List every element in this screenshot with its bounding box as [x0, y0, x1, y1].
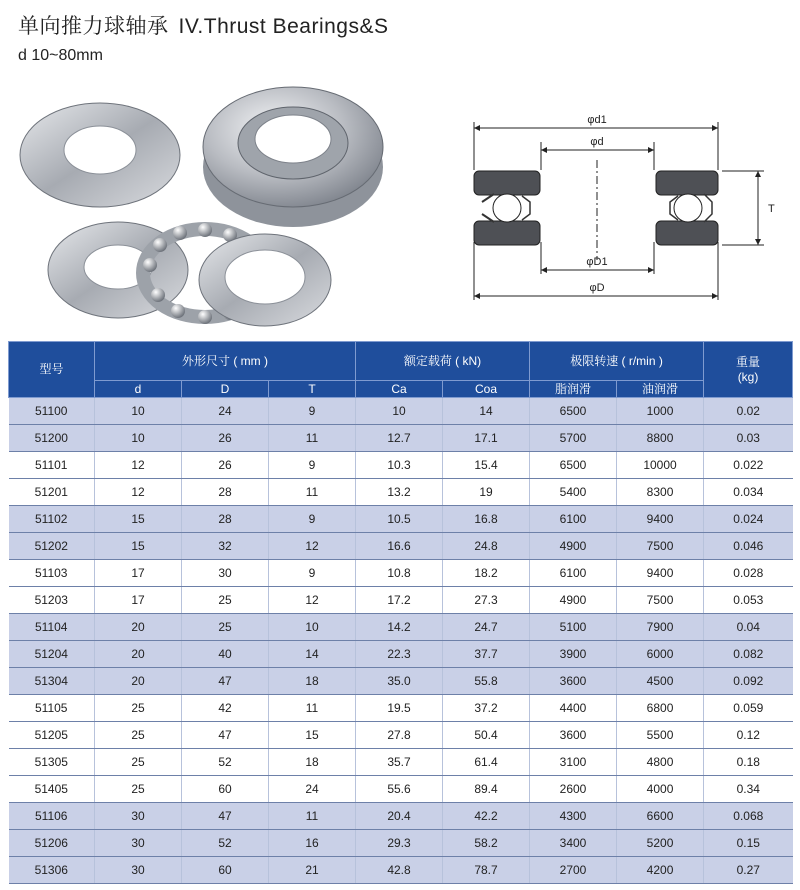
sub-header-D: D: [182, 381, 269, 398]
cell-d: 25: [95, 749, 182, 776]
cell-grease: 4300: [530, 803, 617, 830]
cell-ca: 42.8: [356, 857, 443, 884]
table-row: [9, 479, 793, 506]
cell-D: 30: [182, 560, 269, 587]
label-D: φD: [589, 282, 605, 294]
cell-grease: 2700: [530, 857, 617, 884]
table-row: [9, 533, 793, 560]
cell-weight: 0.03: [704, 425, 793, 452]
cell-T: 16: [269, 830, 356, 857]
cell-T: 11: [269, 803, 356, 830]
cell-model: 51203: [9, 587, 95, 614]
cell-coa: 61.4: [443, 749, 530, 776]
table-row: [9, 641, 793, 668]
cell-T: 14: [269, 641, 356, 668]
table-row: [9, 749, 793, 776]
label-T: T: [768, 203, 775, 215]
cell-model: 51304: [9, 668, 95, 695]
cell-d: 20: [95, 614, 182, 641]
cell-d: 15: [95, 506, 182, 533]
cell-oil: 9400: [617, 506, 704, 533]
table-row: [9, 722, 793, 749]
cell-grease: 6100: [530, 506, 617, 533]
table-row: [9, 452, 793, 479]
cell-T: 11: [269, 425, 356, 452]
sub-header-oil: 油润滑: [617, 381, 704, 398]
cell-T: 21: [269, 857, 356, 884]
cell-oil: 4200: [617, 857, 704, 884]
cell-T: 18: [269, 668, 356, 695]
label-D1: φD1: [586, 256, 608, 268]
cell-weight: 0.082: [704, 641, 793, 668]
cell-model: 51105: [9, 695, 95, 722]
table-row: [9, 776, 793, 803]
cell-model: 51102: [9, 506, 95, 533]
cell-d: 20: [95, 668, 182, 695]
cell-D: 28: [182, 479, 269, 506]
cell-oil: 6600: [617, 803, 704, 830]
cell-oil: 5500: [617, 722, 704, 749]
label-d: φd: [590, 136, 604, 148]
cell-d: 12: [95, 479, 182, 506]
bearing-photo: [0, 75, 440, 335]
cell-d: 25: [95, 695, 182, 722]
cell-D: 26: [182, 452, 269, 479]
cell-D: 25: [182, 587, 269, 614]
cell-weight: 0.18: [704, 749, 793, 776]
cell-coa: 78.7: [443, 857, 530, 884]
cell-coa: 15.4: [443, 452, 530, 479]
cell-oil: 4500: [617, 668, 704, 695]
cell-grease: 3100: [530, 749, 617, 776]
cell-model: 51306: [9, 857, 95, 884]
cell-oil: 4800: [617, 749, 704, 776]
sub-header-ca: Ca: [356, 381, 443, 398]
cell-coa: 19: [443, 479, 530, 506]
table-row: [9, 425, 793, 452]
cell-ca: 29.3: [356, 830, 443, 857]
cell-T: 12: [269, 587, 356, 614]
weight-unit: (kg): [737, 369, 759, 384]
cell-coa: 55.8: [443, 668, 530, 695]
cell-grease: 3900: [530, 641, 617, 668]
cell-oil: 6000: [617, 641, 704, 668]
cell-T: 9: [269, 452, 356, 479]
cell-T: 11: [269, 479, 356, 506]
cell-coa: 37.7: [443, 641, 530, 668]
cell-oil: 1000: [617, 398, 704, 425]
cell-coa: 17.1: [443, 425, 530, 452]
cell-T: 9: [269, 398, 356, 425]
cell-T: 9: [269, 560, 356, 587]
cell-model: 51100: [9, 398, 95, 425]
cell-grease: 6100: [530, 560, 617, 587]
cell-weight: 0.15: [704, 830, 793, 857]
size-range-subtitle: d 10~80mm: [18, 47, 103, 64]
cell-T: 18: [269, 749, 356, 776]
page-title: [18, 10, 389, 40]
cell-weight: 0.34: [704, 776, 793, 803]
title-english: IV.Thrust Bearings&S: [178, 15, 389, 38]
cell-model: 51101: [9, 452, 95, 479]
cell-weight: 0.12: [704, 722, 793, 749]
spec-table-body: [9, 398, 793, 884]
table-row: [9, 587, 793, 614]
table-row: [9, 668, 793, 695]
cell-model: 51305: [9, 749, 95, 776]
cell-D: 25: [182, 614, 269, 641]
cell-d: 17: [95, 587, 182, 614]
cell-weight: 0.092: [704, 668, 793, 695]
cell-coa: 58.2: [443, 830, 530, 857]
cell-d: 20: [95, 641, 182, 668]
cell-weight: 0.059: [704, 695, 793, 722]
col-speed-header: 极限转速 ( r/min ): [530, 342, 704, 381]
cell-d: 30: [95, 803, 182, 830]
cell-ca: 20.4: [356, 803, 443, 830]
cell-ca: 35.0: [356, 668, 443, 695]
cell-D: 28: [182, 506, 269, 533]
cell-weight: 0.04: [704, 614, 793, 641]
cell-d: 30: [95, 857, 182, 884]
cell-coa: 24.7: [443, 614, 530, 641]
cell-model: 51202: [9, 533, 95, 560]
cell-model: 51201: [9, 479, 95, 506]
cell-grease: 3400: [530, 830, 617, 857]
cell-grease: 4900: [530, 587, 617, 614]
table-row: [9, 614, 793, 641]
cell-grease: 4900: [530, 533, 617, 560]
cell-grease: 5700: [530, 425, 617, 452]
cell-d: 25: [95, 722, 182, 749]
cell-weight: 0.02: [704, 398, 793, 425]
cell-weight: 0.034: [704, 479, 793, 506]
table-row: [9, 398, 793, 425]
cell-T: 24: [269, 776, 356, 803]
cell-D: 52: [182, 749, 269, 776]
cell-D: 26: [182, 425, 269, 452]
spec-table: [8, 341, 793, 884]
cell-D: 40: [182, 641, 269, 668]
cell-D: 60: [182, 857, 269, 884]
cell-T: 11: [269, 695, 356, 722]
cell-grease: 6500: [530, 452, 617, 479]
cell-grease: 3600: [530, 668, 617, 695]
cell-D: 24: [182, 398, 269, 425]
cell-D: 52: [182, 830, 269, 857]
sub-header-T: T: [269, 381, 356, 398]
cell-grease: 4400: [530, 695, 617, 722]
cell-oil: 8800: [617, 425, 704, 452]
col-load-header: 额定载荷 ( kN): [356, 342, 530, 381]
cell-oil: 7900: [617, 614, 704, 641]
cell-T: 12: [269, 533, 356, 560]
cell-ca: 22.3: [356, 641, 443, 668]
cell-weight: 0.022: [704, 452, 793, 479]
cell-d: 12: [95, 452, 182, 479]
cell-ca: 27.8: [356, 722, 443, 749]
cell-oil: 6800: [617, 695, 704, 722]
cell-weight: 0.053: [704, 587, 793, 614]
cell-model: 51205: [9, 722, 95, 749]
cell-model: 51204: [9, 641, 95, 668]
second-washer-image: [199, 234, 331, 326]
cell-d: 10: [95, 398, 182, 425]
cell-d: 10: [95, 425, 182, 452]
cell-D: 60: [182, 776, 269, 803]
cell-coa: 24.8: [443, 533, 530, 560]
cell-coa: 14: [443, 398, 530, 425]
cell-oil: 7500: [617, 587, 704, 614]
table-row: [9, 857, 793, 884]
cell-D: 47: [182, 722, 269, 749]
title-chinese: 单向推力球轴承: [18, 15, 169, 38]
cell-grease: 5100: [530, 614, 617, 641]
cell-coa: 89.4: [443, 776, 530, 803]
sub-header-d: d: [95, 381, 182, 398]
cell-model: 51103: [9, 560, 95, 587]
cell-ca: 10: [356, 398, 443, 425]
col-model-header: 型号: [9, 342, 95, 398]
col-dims-header: 外形尺寸 ( mm ): [95, 342, 356, 381]
cell-d: 15: [95, 533, 182, 560]
assembled-bearing-image: [203, 87, 383, 227]
cell-oil: 10000: [617, 452, 704, 479]
cell-grease: 3600: [530, 722, 617, 749]
cell-ca: 35.7: [356, 749, 443, 776]
cell-ca: 10.8: [356, 560, 443, 587]
cell-D: 47: [182, 803, 269, 830]
cell-grease: 6500: [530, 398, 617, 425]
cell-ca: 10.5: [356, 506, 443, 533]
cell-oil: 5200: [617, 830, 704, 857]
table-row: [9, 506, 793, 533]
cell-coa: 18.2: [443, 560, 530, 587]
cell-d: 25: [95, 776, 182, 803]
cell-oil: 9400: [617, 560, 704, 587]
table-row: [9, 560, 793, 587]
cell-ca: 16.6: [356, 533, 443, 560]
cell-oil: 4000: [617, 776, 704, 803]
cell-weight: 0.27: [704, 857, 793, 884]
sub-header-coa: Coa: [443, 381, 530, 398]
cell-d: 30: [95, 830, 182, 857]
cell-coa: 37.2: [443, 695, 530, 722]
cell-ca: 10.3: [356, 452, 443, 479]
cell-oil: 8300: [617, 479, 704, 506]
table-row: [9, 803, 793, 830]
cell-grease: 5400: [530, 479, 617, 506]
cell-coa: 42.2: [443, 803, 530, 830]
cell-coa: 27.3: [443, 587, 530, 614]
cell-grease: 2600: [530, 776, 617, 803]
cell-d: 17: [95, 560, 182, 587]
cell-T: 10: [269, 614, 356, 641]
cell-ca: 14.2: [356, 614, 443, 641]
cell-oil: 7500: [617, 533, 704, 560]
label-d1: φd1: [587, 114, 607, 126]
cell-model: 51405: [9, 776, 95, 803]
cell-D: 32: [182, 533, 269, 560]
cell-model: 51200: [9, 425, 95, 452]
cross-section-diagram: [460, 110, 790, 310]
col-weight-header: [704, 342, 793, 398]
table-row: [9, 830, 793, 857]
weight-label: 重量: [736, 355, 761, 370]
cell-D: 47: [182, 668, 269, 695]
cell-ca: 55.6: [356, 776, 443, 803]
cell-weight: 0.024: [704, 506, 793, 533]
cell-coa: 16.8: [443, 506, 530, 533]
cell-coa: 50.4: [443, 722, 530, 749]
cell-ca: 13.2: [356, 479, 443, 506]
cell-weight: 0.068: [704, 803, 793, 830]
cell-T: 9: [269, 506, 356, 533]
sub-header-grease: 脂润滑: [530, 381, 617, 398]
cell-model: 51206: [9, 830, 95, 857]
table-row: [9, 695, 793, 722]
cell-ca: 17.2: [356, 587, 443, 614]
cell-weight: 0.046: [704, 533, 793, 560]
cell-model: 51106: [9, 803, 95, 830]
cell-ca: 19.5: [356, 695, 443, 722]
cell-D: 42: [182, 695, 269, 722]
cell-ca: 12.7: [356, 425, 443, 452]
cell-weight: 0.028: [704, 560, 793, 587]
cell-T: 15: [269, 722, 356, 749]
washer-image: [20, 103, 180, 207]
cell-model: 51104: [9, 614, 95, 641]
